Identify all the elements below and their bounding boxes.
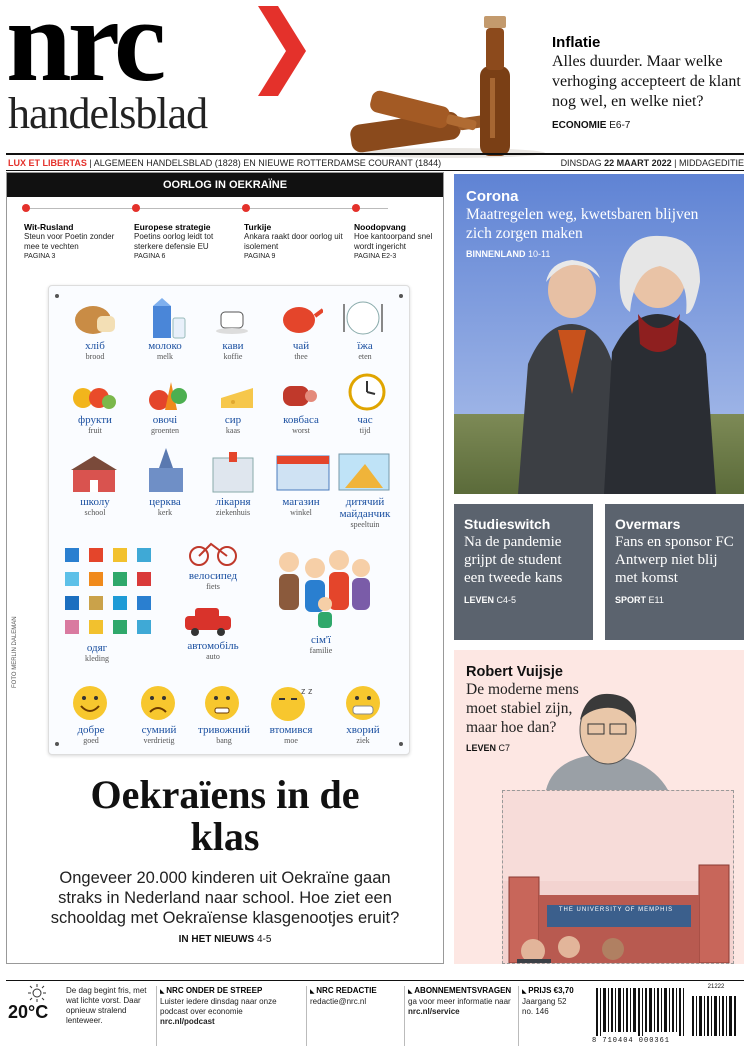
- vegetables-icon: [145, 372, 189, 412]
- war-section-label: OORLOG IN OEKRAÏNE: [7, 173, 443, 197]
- word-cell: овочі groenten: [151, 414, 179, 435]
- clock-icon: [347, 372, 387, 412]
- studieswitch-box[interactable]: Studieswitch Na de pandemie grijpt de student een tweede kans LEVEN C4-5: [454, 504, 593, 640]
- teaser-section: ECONOMIE E6-7: [552, 120, 631, 131]
- plate-icon: [341, 300, 385, 336]
- happy-face-icon: [71, 684, 109, 722]
- pin-icon: [399, 742, 403, 746]
- vuijsje-text: Robert Vuijsje De moderne mens moet stabiel zijn, maar hoe dan? LEVEN C7: [466, 664, 579, 753]
- word-cell: церква kerk: [149, 496, 181, 517]
- word-cell: хворий ziek: [346, 724, 380, 745]
- word-cell: кави koffie: [222, 340, 244, 361]
- timeline-dot-icon: [242, 204, 250, 212]
- word-cell: добре goed: [77, 724, 105, 745]
- corona-text: Corona Maatregelen weg, kwetsbaren blijven zich zorgen maken BINNENLAND 10-11: [466, 188, 699, 259]
- footer-redactie[interactable]: ◣ NRC REDACTIE redactie@nrc.nl: [310, 986, 396, 1007]
- clothing-icon: [61, 542, 157, 638]
- word-cell: дитячий майданчик speeltuin: [339, 496, 391, 529]
- photo-credit: FOTO MERLIN DALEMAN: [12, 616, 18, 688]
- barcode-number: 8 710404 000361: [592, 1037, 671, 1045]
- fruit-icon: [71, 380, 117, 412]
- logo-handelsblad: handelsblad: [8, 89, 208, 138]
- word-cell: одяг kleding: [85, 642, 109, 663]
- word-cell: школу school: [80, 496, 110, 517]
- timeline-dot-icon: [352, 204, 360, 212]
- supermarket-icon: [275, 452, 331, 492]
- bread-icon: [71, 298, 119, 338]
- university-illustration: [502, 790, 734, 964]
- word-cell: магазин winkel: [282, 496, 320, 517]
- teapot-icon: [275, 300, 323, 336]
- sausage-icon: [279, 378, 319, 412]
- weather-text: De dag begint fris, met wat lichte vorst. Daar opnieuw stralend lenteweer.: [66, 986, 147, 1025]
- word-cell: тривожний bang: [198, 724, 250, 745]
- bicycle-icon: [189, 538, 237, 568]
- logo-nrc[interactable]: nrc: [6, 0, 163, 106]
- history-line: ALGEMEEN HANDELSBLAD (1828) EN NIEUWE ROTTERDAMSE COURANT (1844): [93, 158, 442, 168]
- sun-icon: [28, 984, 46, 1002]
- car-icon: [183, 604, 233, 636]
- teaser-headline: Alles duurder. Maar welke verhoging accepteert de klant nog wel, en welke niet?: [552, 53, 741, 110]
- war-item[interactable]: Noodopvang Hoe kantoorpand snel wordt ingericht PAGINA E2-3: [354, 204, 440, 262]
- tired-face-icon: [269, 684, 313, 722]
- overmars-box[interactable]: Overmars Fans en sponsor FC Antwerp niet blij met komst SPORT E11: [605, 504, 744, 640]
- sad-face-icon: [139, 684, 177, 722]
- footer-divider: [404, 986, 405, 1046]
- barcode: [592, 984, 744, 1046]
- masthead-bar: LUX ET LIBERTAS | ALGEMEEN HANDELSBLAD (1828) EN NIEUWE ROTTERDAMSE COURANT (1844) DINSDAG 22 MAART 2022 | MIDDAGEDITIE: [8, 158, 744, 168]
- date-line: DINSDAG 22 MAART 2022 | MIDDAGEDITIE: [560, 158, 744, 168]
- war-item[interactable]: Turkije Ankara raakt door oorlog uit isolement PAGINA 9: [244, 204, 352, 262]
- footer-price: ◣ PRIJS €3,70 Jaargang 52 no. 146: [522, 986, 588, 1017]
- word-cell: чай thee: [292, 340, 310, 361]
- war-item[interactable]: Europese strategie Poetins oorlog leidt tot sterkere defensie EU PAGINA 6: [134, 204, 242, 262]
- cheese-icon: [219, 378, 255, 412]
- footer-abonnement[interactable]: ◣ ABONNEMENTSVRAGEN ga voor meer informatie naar nrc.nl/service: [408, 986, 512, 1017]
- pin-icon: [55, 294, 59, 298]
- timeline-dot-icon: [132, 204, 140, 212]
- school-icon: [69, 454, 119, 494]
- main-lead: Ongeveer 20.000 kinderen uit Oekraïne gaan straks in Nederland naar school. Hoe ziet een schooldag met Oekraïense klasgenootjes eruit?: [50, 869, 400, 927]
- masthead-rule-bottom: [6, 170, 744, 171]
- footer-podcast[interactable]: ◣ NRC ONDER DE STREEP Luister iedere dinsdag naar onze podcast over economie nrc.nl/podcast: [160, 986, 302, 1027]
- corona-feature[interactable]: [454, 174, 744, 494]
- word-cell: їжа eten: [357, 340, 373, 361]
- playground-icon: [337, 452, 391, 492]
- family-icon: [271, 546, 375, 630]
- word-cell: сир kaas: [224, 414, 242, 435]
- svg-text:z z: z z: [301, 686, 313, 696]
- anxious-face-icon: [203, 684, 241, 722]
- footer-divider: [156, 986, 157, 1046]
- footer-divider: [518, 986, 519, 1046]
- word-cell: хліб brood: [85, 340, 105, 361]
- word-cell: час tijd: [357, 414, 373, 435]
- timeline-dot-icon: [22, 204, 30, 212]
- church-icon: [143, 446, 189, 494]
- barcode-addon: 21222: [707, 984, 725, 990]
- university-sign: THE UNIVERSITY OF MEMPHIS: [558, 907, 674, 913]
- motto: LUX ET LIBERTAS: [8, 158, 87, 168]
- word-cell: втомився moe: [269, 724, 313, 745]
- footer-rule: [6, 980, 744, 981]
- coffee-icon: [215, 304, 255, 336]
- vuijsje-feature[interactable]: [454, 650, 744, 964]
- logo-chevron-icon: [250, 6, 310, 96]
- teaser-inflatie[interactable]: [552, 34, 748, 131]
- beer-bottles-illustration: [340, 8, 545, 158]
- word-cell: молоко melk: [148, 340, 182, 361]
- word-cell: сумний verdrietig: [141, 724, 177, 745]
- university-gate-drawing: [503, 791, 733, 963]
- masthead-rule: [6, 153, 744, 155]
- word-cell: ковбаса worst: [283, 414, 319, 435]
- main-section[interactable]: IN HET NIEUWS 4-5: [178, 934, 272, 945]
- word-cell: фрукти fruit: [78, 414, 112, 435]
- milk-icon: [149, 296, 189, 340]
- war-item[interactable]: Wit-Rusland Steun voor Poetin zonder mee te vechten PAGINA 3: [24, 204, 132, 262]
- main-headline[interactable]: Oekraïens in de klas: [90, 772, 360, 859]
- hospital-icon: [209, 450, 257, 494]
- word-cell: лікарня ziekenhuis: [215, 496, 251, 517]
- temperature: 20°C: [8, 1002, 49, 1022]
- sick-face-icon: [343, 684, 383, 722]
- word-cell: автомобіль auto: [187, 640, 239, 661]
- word-cell: велосипед fiets: [188, 570, 238, 591]
- pin-icon: [399, 294, 403, 298]
- teaser-kicker: Inflatie: [552, 34, 601, 51]
- footer-divider: [306, 986, 307, 1046]
- word-cell: сім'ї familie: [309, 634, 333, 655]
- vocabulary-poster: [48, 285, 410, 755]
